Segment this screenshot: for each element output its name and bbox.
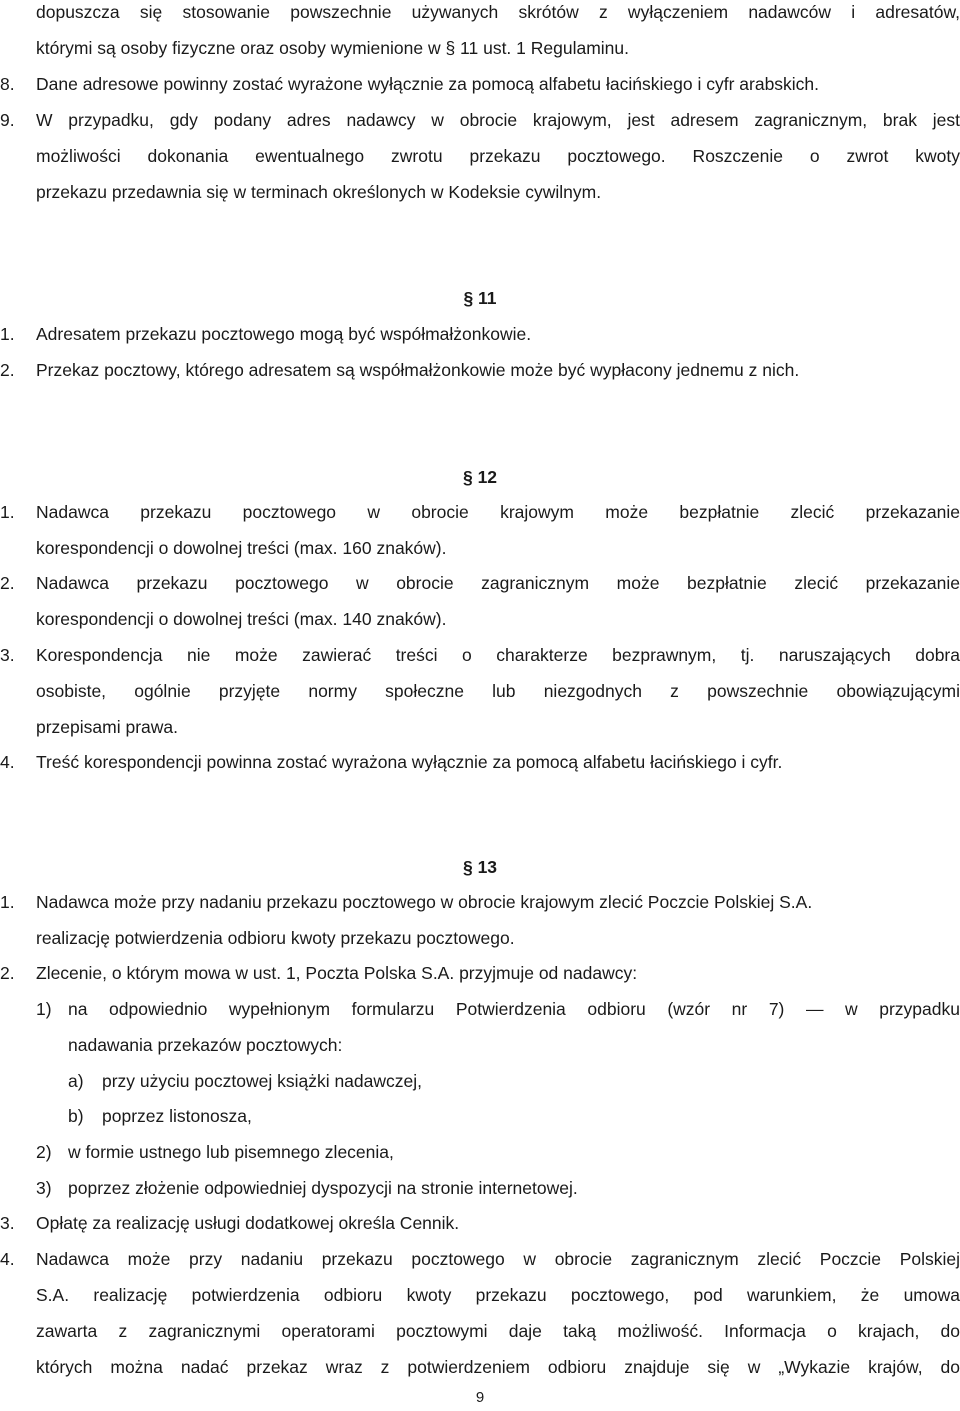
text-line: Treść korespondencji powinna zostać wyrażona wyłącznie za pomocą alfabetu łacińskiego i cyfr.: [36, 752, 783, 772]
item-number: 3): [36, 1178, 52, 1198]
item-number: 9.: [0, 110, 15, 130]
text-line: których można nadać przekaz wraz z potwierdzeniem odbioru znajduje się w „Wykazie krajów, do: [36, 1357, 960, 1377]
text-line: Nadawca może przy nadaniu przekazu pocztowego w obrocie zagranicznym zlecić Poczcie Polskiej: [36, 1249, 960, 1269]
item-number: 8.: [0, 74, 15, 94]
text-line: zawarta z zagranicznymi operatorami pocztowymi daje taką możliwość. Informacja o krajach, do: [36, 1321, 960, 1341]
text-line: osobiste, ogólnie przyjęte normy społeczne lub niezgodnych z powszechnie obowiązującymi: [36, 681, 960, 701]
item-number: 1): [36, 999, 52, 1019]
text-line: Opłatę za realizację usługi dodatkowej określa Cennik.: [36, 1213, 460, 1233]
text-line: korespondencji o dowolnej treści (max. 160 znaków).: [36, 538, 447, 558]
text-line: poprzez listonosza,: [102, 1106, 252, 1126]
item-number: 3.: [0, 1213, 15, 1233]
section-heading-11: § 11: [463, 288, 497, 308]
text-line: przepisami prawa.: [36, 717, 178, 737]
text-line: poprzez złożenie odpowiedniej dyspozycji na stronie internetowej.: [68, 1178, 578, 1198]
item-number: 2): [36, 1142, 52, 1162]
item-number: 1.: [0, 324, 15, 344]
text-line: W przypadku, gdy podany adres nadawcy w obrocie krajowym, jest adresem zagranicznym, brak jest: [36, 110, 960, 130]
text-line: S.A. realizację potwierdzenia odbioru kwoty przekazu pocztowego, pod warunkiem, że umowa: [36, 1285, 960, 1305]
text-line: dopuszcza się stosowanie powszechnie używanych skrótów z wyłączeniem nadawców i adresatów,: [36, 2, 960, 22]
text-line: realizację potwierdzenia odbioru kwoty przekazu pocztowego.: [36, 928, 515, 948]
item-number: 1.: [0, 892, 15, 912]
text-line: w formie ustnego lub pisemnego zlecenia,: [68, 1142, 394, 1162]
text-line: Korespondencja nie może zawierać treści o charakterze bezprawnym, tj. naruszających dobra: [36, 645, 960, 665]
text-line: Dane adresowe powinny zostać wyrażone wyłącznie za pomocą alfabetu łacińskiego i cyfr arabskich.: [36, 74, 820, 94]
item-number: a): [68, 1071, 84, 1091]
text-line: korespondencji o dowolnej treści (max. 140 znaków).: [36, 609, 447, 629]
item-number: 2.: [0, 963, 15, 983]
paragraph-7-continuation: [0, 0, 960, 72]
item-number: 2.: [0, 360, 15, 380]
item-number: 1.: [0, 502, 15, 522]
text-line: którymi są osoby fizyczne oraz osoby wymienione w § 11 ust. 1 Regulaminu.: [36, 38, 630, 58]
section-heading-13: § 13: [462, 857, 498, 877]
text-line: przekazu przedawnia się w terminach określonych w Kodeksie cywilnym.: [36, 182, 602, 202]
text-line: Nadawca może przy nadaniu przekazu pocztowego w obrocie krajowym zlecić Poczcie Polskiej S.A.: [36, 892, 813, 912]
text-line: przy użyciu pocztowej książki nadawczej,: [102, 1071, 422, 1091]
item-number: 4.: [0, 752, 15, 772]
page-number: 9: [475, 1389, 485, 1406]
section-heading-12: § 12: [462, 467, 498, 487]
item-number: 2.: [0, 573, 15, 593]
item-number: 3.: [0, 645, 15, 665]
item-number: 4.: [0, 1249, 15, 1269]
item-number: b): [68, 1106, 84, 1126]
text-line: możliwości dokonania ewentualnego zwrotu przekazu pocztowego. Roszczenie o zwrot kwoty: [36, 146, 960, 166]
text-line: Zlecenie, o którym mowa w ust. 1, Poczta Polska S.A. przyjmuje od nadawcy:: [36, 963, 638, 983]
text-line: na odpowiednio wypełnionym formularzu Potwierdzenia odbioru (wzór nr 7) — w przypadku: [68, 999, 960, 1019]
text-line: Nadawca przekazu pocztowego w obrocie zagranicznym może bezpłatnie zlecić przekazanie: [36, 573, 960, 593]
text-line: Nadawca przekazu pocztowego w obrocie krajowym może bezpłatnie zlecić przekazanie: [36, 502, 960, 522]
text-line: Przekaz pocztowy, którego adresatem są współmałżonkowie może być wypłacony jednemu z nich.: [36, 360, 800, 380]
text-line: Adresatem przekazu pocztowego mogą być współmałżonkowie.: [36, 324, 532, 344]
text-line: nadawania przekazów pocztowych:: [68, 1035, 343, 1055]
